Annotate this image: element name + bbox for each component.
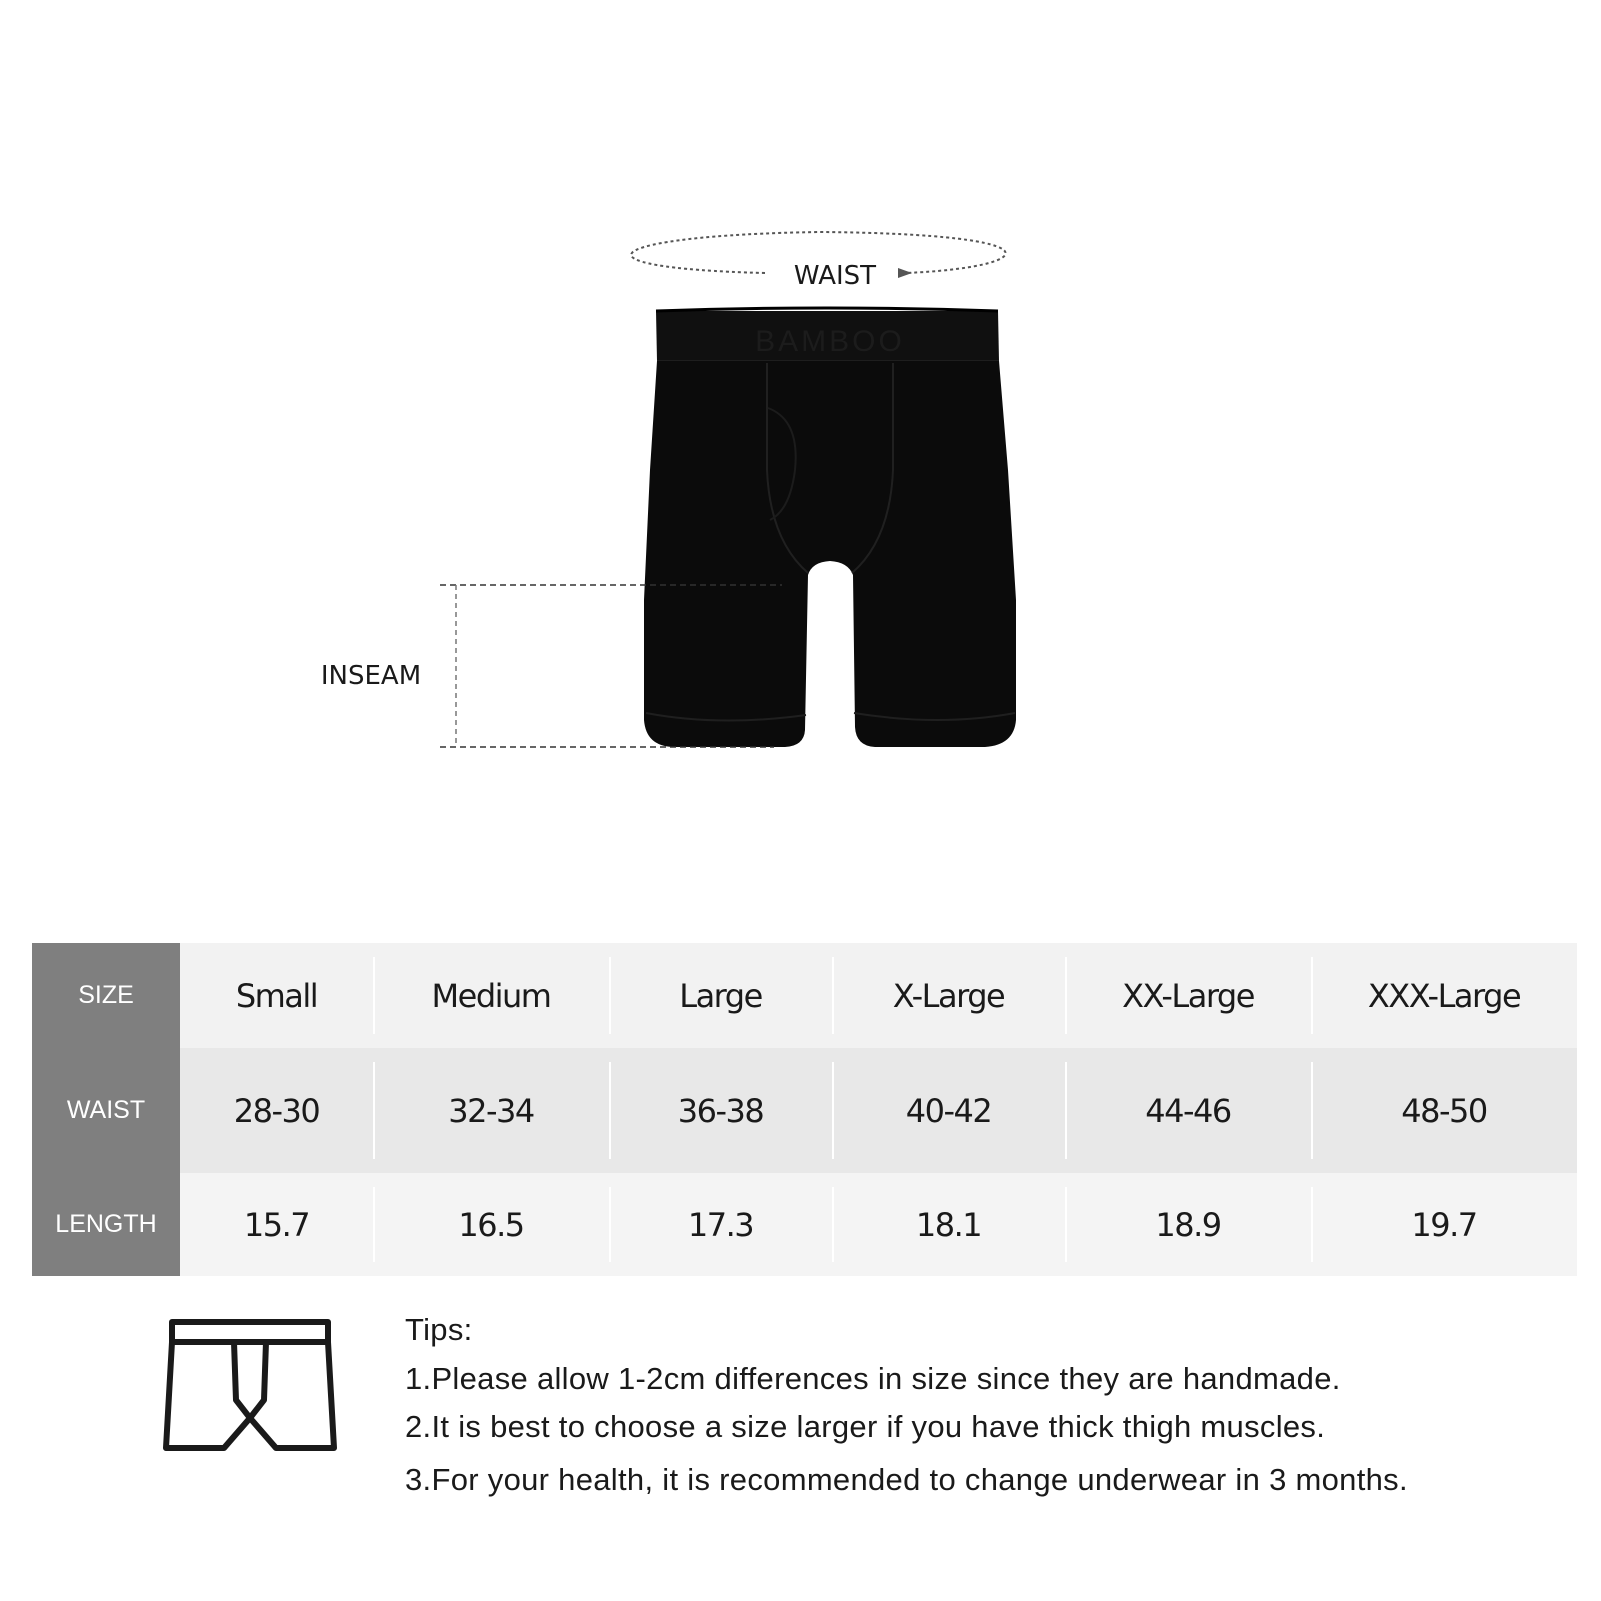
size-chart-table xyxy=(32,943,1577,1276)
length-cell: 19.7 xyxy=(1311,1173,1577,1276)
waist-cell: 28-30 xyxy=(233,1091,320,1130)
waist-label: WAIST xyxy=(793,261,877,291)
length-cell: 16.5 xyxy=(373,1173,609,1276)
length-row xyxy=(32,1173,1577,1276)
waist-cell: 32-34 xyxy=(373,1048,609,1173)
product-measurement-diagram xyxy=(0,0,1601,800)
size-cell: Small xyxy=(235,976,318,1015)
tip-item: 3.For your health, it is recommended to change underwear in 3 months. xyxy=(405,1462,1408,1497)
tip-item: 1.Please allow 1-2cm differences in size since they are handmade. xyxy=(405,1361,1341,1396)
waist-cell: 36-38 xyxy=(609,1048,832,1173)
tips-title: Tips: xyxy=(405,1312,473,1347)
waistband-brand-text: BAMBOO xyxy=(755,325,905,358)
waist-row xyxy=(32,1048,1577,1173)
tip-item: 2.It is best to choose a size larger if you have thick thigh muscles. xyxy=(405,1409,1326,1444)
waist-measure-indicator xyxy=(631,232,1005,291)
size-cell: X-Large xyxy=(832,943,1065,1048)
length-row-header: LENGTH xyxy=(32,1173,180,1276)
size-row xyxy=(32,943,1577,1048)
length-cell: 15.7 xyxy=(243,1205,310,1244)
length-cell: 18.9 xyxy=(1065,1173,1311,1276)
waist-arrow-icon xyxy=(898,268,912,278)
size-cell: XX-Large xyxy=(1065,943,1311,1048)
size-cell: XXX-Large xyxy=(1311,943,1577,1048)
boxer-brief-outline-icon xyxy=(162,1318,342,1458)
length-cell: 17.3 xyxy=(609,1173,832,1276)
tips-section xyxy=(405,1312,1555,1498)
boxer-brief-product-image xyxy=(644,308,1016,747)
waist-cell: 40-42 xyxy=(832,1048,1065,1173)
length-cell: 18.1 xyxy=(832,1173,1065,1276)
waist-row-header: WAIST xyxy=(32,1048,180,1173)
inseam-label: INSEAM xyxy=(320,661,422,691)
size-cell: Medium xyxy=(373,943,609,1048)
waist-cell: 48-50 xyxy=(1311,1048,1577,1173)
waist-cell: 44-46 xyxy=(1065,1048,1311,1173)
size-cell: Large xyxy=(609,943,832,1048)
size-row-header: SIZE xyxy=(32,943,180,1048)
